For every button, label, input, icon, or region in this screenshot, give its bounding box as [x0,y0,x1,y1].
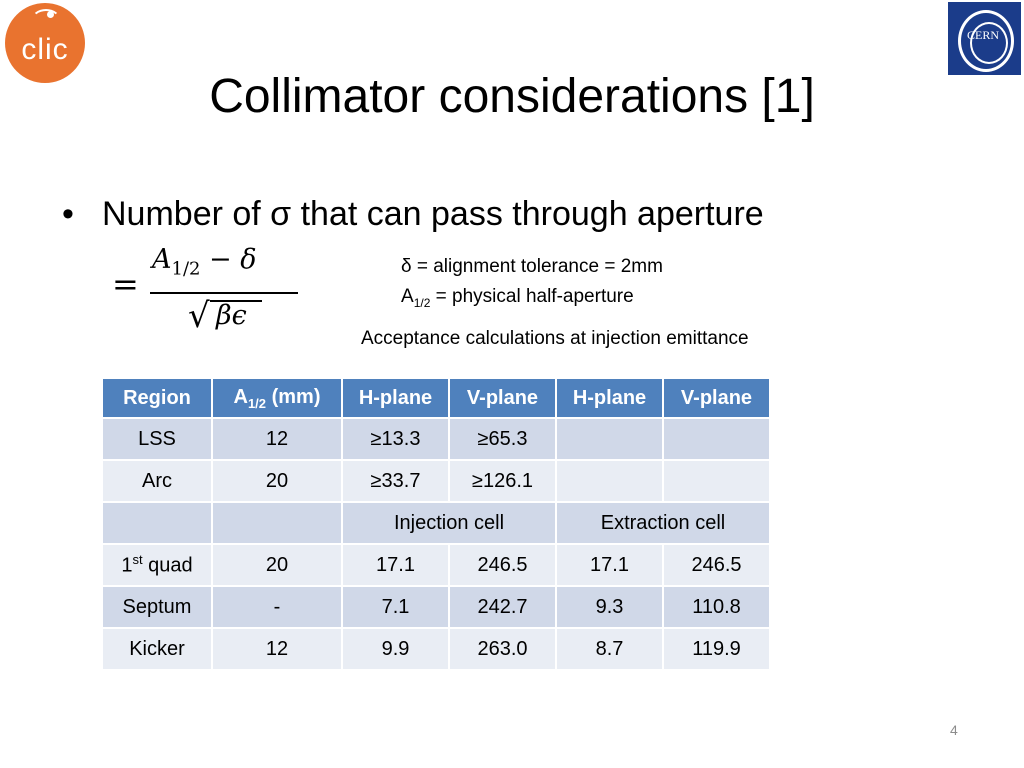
group-extraction-cell: Extraction cell [556,502,770,544]
cell-extraction-h: 8.7 [556,628,663,670]
cell-injection-v: 246.5 [449,544,556,586]
cell-region: Arc [102,460,212,502]
cern-logo-text: CERN [966,28,999,42]
cell-v2 [663,460,770,502]
cell-extraction-v: 119.9 [663,628,770,670]
cell-a: - [212,586,342,628]
header-region: Region [102,378,212,418]
note-delta: δ = alignment tolerance = 2mm [401,256,663,277]
formula-equals: = [112,265,139,303]
table-header-row [102,378,770,418]
cell-h: ≥33.7 [342,460,449,502]
header-v-plane-2: V-plane [663,378,770,418]
cell-a: 12 [212,628,342,670]
cell-extraction-h: 9.3 [556,586,663,628]
slide-title: Collimator considerations [1] [209,70,815,123]
cell-injection-h: 17.1 [342,544,449,586]
header-h-plane-2: H-plane [556,378,663,418]
cell-region: Kicker [102,628,212,670]
cell-region: Septum [102,586,212,628]
cell-injection-h: 9.9 [342,628,449,670]
group-injection-cell: Injection cell [342,502,556,544]
cell-extraction-v: 110.8 [663,586,770,628]
formula [112,240,312,360]
cell-v: ≥65.3 [449,418,556,460]
formula-fraction-bar [150,292,298,294]
cell-h: ≥13.3 [342,418,449,460]
acceptance-table [101,377,771,671]
cell-a: 20 [212,544,342,586]
cell-empty [102,502,212,544]
formula-denominator: βϵ [216,300,247,331]
table-row [102,460,770,502]
bullet-text: Number of σ that can pass through aperture [102,195,764,233]
cell-a: 20 [212,460,342,502]
clic-logo-text: clic [21,33,69,66]
cell-v: ≥126.1 [449,460,556,502]
cell-extraction-h: 17.1 [556,544,663,586]
note-half-aperture: $A_{1/2}$ = physical half-aperture [401,286,634,310]
table-row [102,544,770,586]
table-row [102,418,770,460]
bullet-point [62,192,764,236]
note-acceptance: Acceptance calculations at injection emittance [361,328,749,349]
table-row [102,586,770,628]
page-number: 4 [950,722,958,738]
cell-extraction-v: 246.5 [663,544,770,586]
cell-injection-h: 7.1 [342,586,449,628]
header-a-half: $A_{1/2}$ (mm) [212,378,342,418]
header-v-plane-1: V-plane [449,378,556,418]
table-group-row [102,502,770,544]
bullet-icon: • [62,195,74,233]
cell-injection-v: 263.0 [449,628,556,670]
header-h-plane-1: H-plane [342,378,449,418]
cell-region: LSS [102,418,212,460]
sqrt-icon: √ [188,296,210,336]
cell-region: 1st quad [102,544,212,586]
formula-numerator: $A_{1/2} - \delta$ [152,244,257,280]
table-row [102,628,770,670]
cell-v2 [663,418,770,460]
cell-a: 12 [212,418,342,460]
cell-h2 [556,418,663,460]
cell-injection-v: 242.7 [449,586,556,628]
cell-h2 [556,460,663,502]
cell-empty [212,502,342,544]
